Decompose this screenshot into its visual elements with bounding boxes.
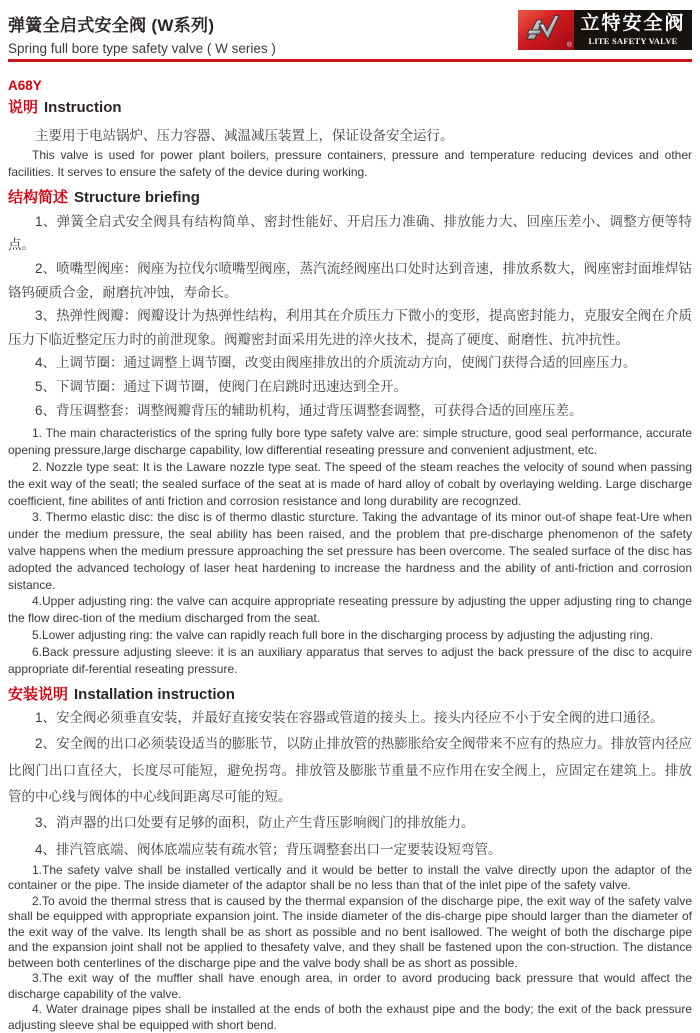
structure-item-en: 5.Lower adjusting ring: the valve can rapidly reach full bore in the discharging process by adjusting the adjusting ring.: [32, 627, 654, 642]
page-title-en: Spring full bore type safety valve ( W series ): [8, 41, 276, 56]
header: [8, 8, 692, 54]
structure-item-zh: 3、热弹性阀瓣：阀瓣设计为热弹性结构，利用其在介质压力下微小的变形，提高密封能力，克服安全阀在介质压力下临近整定压力时的前泄现象。阀瓣密封面采用先进的淬火技术，提高了硬度、耐磨性、抗冲抗性。: [8, 308, 692, 347]
installation-heading: [8, 686, 692, 705]
logo-black-panel: [574, 10, 692, 50]
installation-item-zh: 4、排汽管底端、阀体底端应装有疏水管；背压调整套出口一定要装设短弯管。: [35, 841, 502, 857]
structure-items-zh: [8, 210, 692, 423]
instruction-body-zh: 主要用于电站锅炉、压力容器、减温减压装置上，保证设备安全运行。: [35, 127, 454, 143]
installation-item-zh: 1、安全阀必须垂直安装，并最好直接安装在容器或管道的接头上。接头内径应不小于安全阀的进口通径。: [35, 710, 664, 726]
structure-item-zh: 5、下调节圈：通过下调节圈，使阀门在启跳时迅速达到全开。: [35, 379, 408, 395]
structure-item-en: 3. Thermo elastic disc: the disc is of thermo dlastic sturcture. Taking the advantage of its minor out-of shape feat-Ure when under the medium pressure, the seal ability has been raised, and the problem that pre-discharge phenomenon of the safety valve happens when the medium pressure approaching the set pressure has been overcome. The sealed surface of the disc has adopted the advanced techology of laser heat hardening to increase the hardness and the ability of anti-friction and corrosion sistance.: [8, 510, 692, 592]
structure-item-en: 6.Back pressure adjusting sleeve: it is an auxiliary apparatus that serves to adjust the back pressure of the disc to acquire appropriate dif-ferential reseating pressure.: [8, 644, 692, 676]
installation-heading-en: Installation instruction: [74, 686, 235, 704]
title-block: [8, 8, 276, 56]
installation-item-en: 3.The exit way of the muffler shall have enough area, in order to avord producing back pressure that would affect the discharge capability of the valve.: [8, 971, 692, 1001]
logo-monogram-icon: [522, 14, 570, 46]
structure-heading-zh: 结构简述: [8, 188, 69, 206]
structure-heading: [8, 189, 692, 208]
structure-item-zh: 2、喷嘴型阀座：阀座为拉伐尔喷嘴型阀座，蒸汽流经阀座出口处时达到音速，排放系数大，阀座密封面堆焊钴铬钨硬质合金，耐磨抗冲蚀，寿命长。: [8, 260, 692, 300]
instruction-heading-zh: 说明: [8, 99, 39, 116]
installation-heading-zh: 安装说明: [8, 686, 69, 704]
structure-item-zh: 4、上调节圈：通过调整上调节圈，改变由阀座排放出的介质流动方向，使阀门获得合适的回座压力。: [35, 355, 637, 371]
instruction-heading: [8, 99, 692, 118]
brand-logo: [518, 10, 692, 50]
instruction-body-en: This valve is used for power plant boilers, pressure containers, pressure and temperature reducing devices and other facilities. It serves to ensure the safety of the device during working.: [8, 148, 692, 180]
structure-item-zh: 6、背压调整套：调整阀瓣背压的辅助机构，通过背压调整套调整，可获得合适的回座压差。: [35, 402, 583, 418]
installation-item-en: 2.To avoid the thermal stress that is caused by the thermal expansion of the discharge pipe, the exit way of the safety valve shall be equipped with appropriate expansion joint. The inside diameter of the dis-charge pipe should larger than the diameter of the exit way of the valve. Its length shall be as short as possible and no bent isallowed. The weight of both the discharge pipe and the expansion joint shall not be applied to thesafety valve, and they shall be fastened upon the con-struction. The distance between both centerlines of the discharge pipe and the valve body shall be as short as possible.: [8, 893, 692, 970]
page-title-zh: 弹簧全启式安全阀 (W系列): [8, 16, 215, 35]
brand-name-en: LITE SAFETY VALVE: [588, 36, 678, 46]
structure-items-en: [8, 425, 692, 677]
structure-heading-en: Structure briefing: [74, 188, 200, 206]
structure-item-en: 2. Nozzle type seat: It is the Laware nozzle type seat. The speed of the steam reaches the velocity of sound when passing the exit way of the seatl; the sealed surface of the seat at is made of hard alloy of cobalt by overlaying welding. Large discharge coefficient, fine abilites of anti friction and corrosion resistance and long durability are recognzed.: [8, 459, 692, 508]
structure-item-en: 4.Upper adjusting ring: the valve can acquire appropriate reseating pressure by adjusting the upper adjusting ring to change the flow direc-tion of the medium discharged from the seat.: [8, 594, 692, 626]
instruction-heading-en: Instruction: [44, 99, 122, 116]
installation-items-en: [8, 863, 692, 1033]
registered-mark: ®: [566, 42, 572, 49]
structure-item-en: 1. The main characteristics of the spring fully bore type safety valve are: simple structure, good seal performance, accurate opening pressure,large discharge capability, low differential reseating pressure and convenient adjustment, etc.: [8, 426, 692, 458]
installation-item-zh: 2、安全阀的出口必须装设适当的膨胀节，以防止排放管的热膨胀给安全阀带来不应有的热应力。排放管内径应比阀门出口直径大，长度尽可能短，避免拐弯。排放管及膨胀节重量不应作用在安全阀上，应固定在建筑上。排放管的中心线与阀体的中心线间距离尽可能的短。: [8, 736, 692, 804]
structure-item-zh: 1、弹簧全启式安全阀具有结构简单、密封性能好、开启压力准确、排放能力大、回座压差小、调整方便等特点。: [8, 213, 692, 253]
installation-items-zh: [8, 705, 692, 863]
installation-item-en: 1.The safety valve shall be installed vertically and it would be better to install the valve directly upon the adaptor of the container or the pipe. The inside diameter of the adaptor shall be no less than that of the inlet pipe of the safety valve.: [8, 862, 692, 893]
logo-red-panel: [518, 10, 574, 50]
brand-name-zh: 立特安全阀: [580, 13, 686, 34]
installation-item-en: 4. Water drainage pipes shall be installed at the ends of both the exhaust pipe and the body; the exit of the back pressure adjusting sleeve shal be equipped with short bend.: [8, 1002, 692, 1032]
installation-item-zh: 3、消声器的出口处要有足够的面积，防止产生背压影响阀门的排放能力。: [35, 815, 475, 831]
header-divider: [8, 59, 692, 62]
model-code: A68Y: [8, 78, 42, 93]
